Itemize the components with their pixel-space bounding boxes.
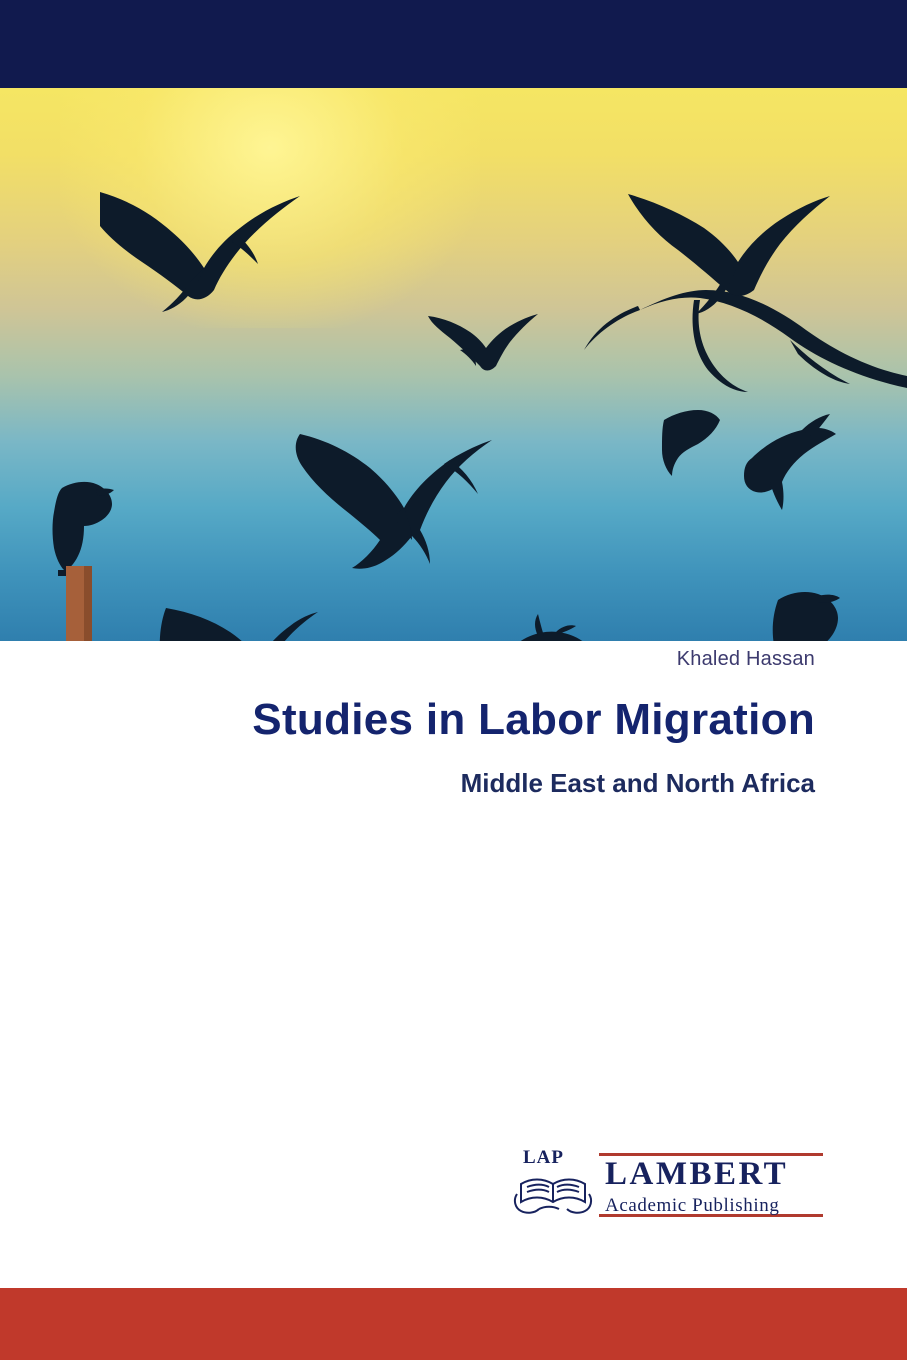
author-name: Khaled Hassan — [676, 648, 815, 670]
publisher-tagline: Academic Publishing — [605, 1195, 780, 1216]
publisher-name-block — [605, 1158, 788, 1219]
book-title: Studies in Labor Migration — [252, 695, 815, 744]
logo-badge-text: LAP — [523, 1147, 564, 1168]
bottom-color-band — [0, 1288, 907, 1360]
top-color-band — [0, 0, 907, 88]
publisher-name: LAMBERT — [605, 1156, 789, 1192]
cover-text-block — [0, 648, 907, 798]
publisher-logo — [513, 1148, 823, 1224]
cover-artwork — [0, 88, 907, 641]
book-subtitle: Middle East and North Africa — [460, 768, 815, 799]
